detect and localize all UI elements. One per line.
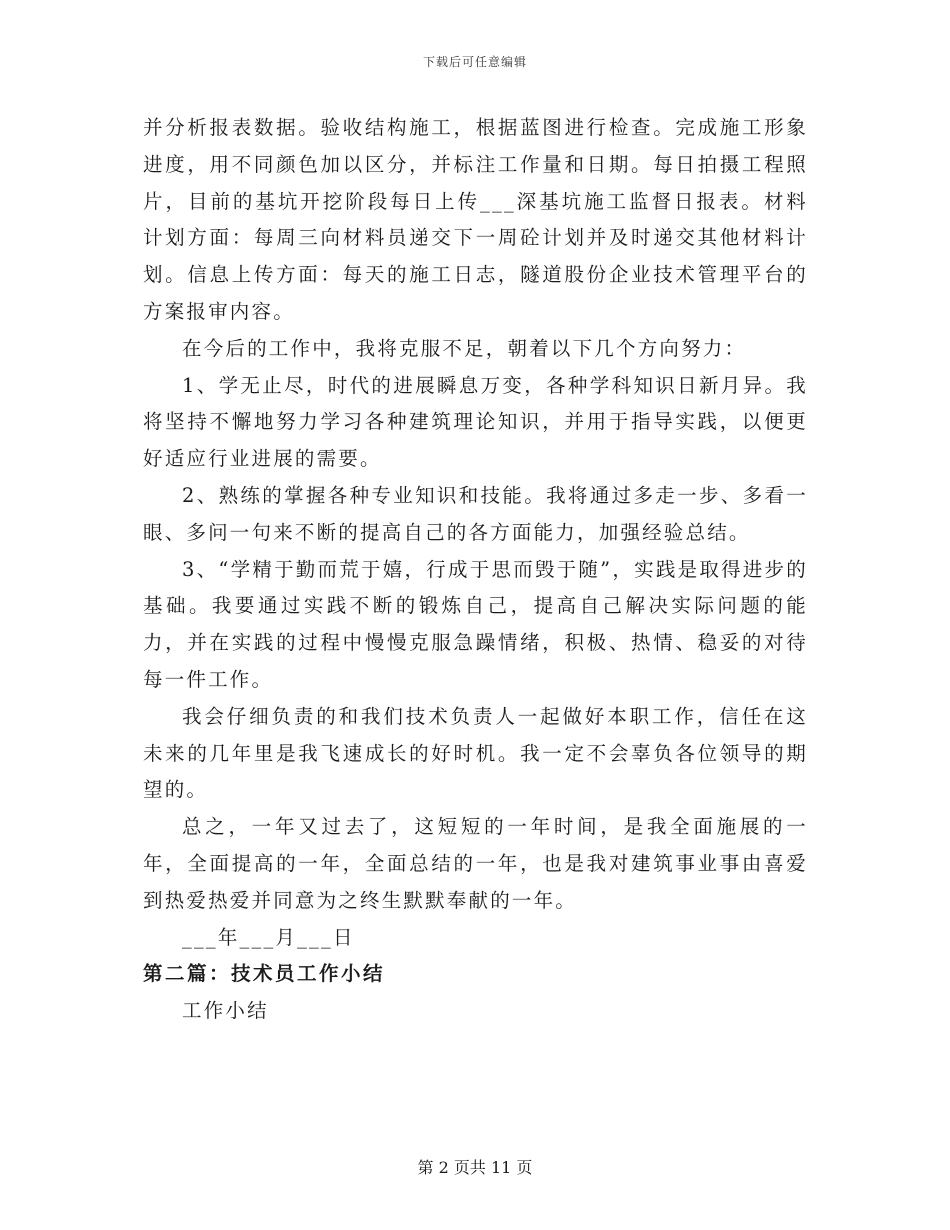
paragraph-intro-goals: 在今后的工作中，我将克服不足，朝着以下几个方向努力： xyxy=(182,336,747,360)
section-heading: 第二篇：技术员工作小结 xyxy=(143,962,386,986)
paragraph-goal-3: 3、“学精于勤而荒于嬉，行成于思而毁于随”，实践是取得进步的基础。我要通过实践不断的锻炼自己，提高自己解决实际问题的能力，并在实践的过程中慢慢克服急躁情绪，积极、热情、稳妥的对待每一件工作。 xyxy=(143,557,808,691)
paragraph-goal-2: 2、熟练的掌握各种专业知识和技能。我将通过多走一步、多看一眼、多问一句来不断的提高自己的各方面能力，加强经验总结。 xyxy=(143,483,808,544)
paragraph-conclusion: 总之，一年又过去了，这短短的一年时间，是我全面施展的一年，全面提高的一年，全面总结的一年，也是我对建筑事业事由喜爱到热爱热爱并同意为之终生默默奉献的一年。 xyxy=(143,815,808,912)
page-number: 第 2 页共 11 页 xyxy=(417,1158,533,1177)
paragraph-report-continuation: 并分析报表数据。验收结构施工，根据蓝图进行检查。完成施工形象进度，用不同颜色加以区分，并标注工作量和日期。每日拍摄工程照片，目前的基坑开挖阶段每日上传___深基坑施工监督日报表。材料计划方面：每周三向材料员递交下一周砼计划并及时递交其他材料计划。信息上传方面：每天的施工日志，隧道股份企业技术管理平台的方案报审内容。 xyxy=(143,116,808,323)
document-body xyxy=(143,110,808,1030)
date-line: ___年___月___日 xyxy=(182,925,355,949)
paragraph-commitment: 我会仔细负责的和我们技术负责人一起做好本职工作，信任在这未来的几年里是我飞速成长的好时机。我一定不会辜负各位领导的期望的。 xyxy=(143,704,808,802)
page-header: 下载后可任意编辑 xyxy=(422,55,527,69)
paragraph-goal-1: 1、学无止尽，时代的进展瞬息万变，各种学科知识日新月异。我将坚持不懈地努力学习各种建筑理论知识，并用于指导实践，以便更好适应行业进展的需要。 xyxy=(143,373,808,471)
subheading: 工作小结 xyxy=(182,999,269,1023)
